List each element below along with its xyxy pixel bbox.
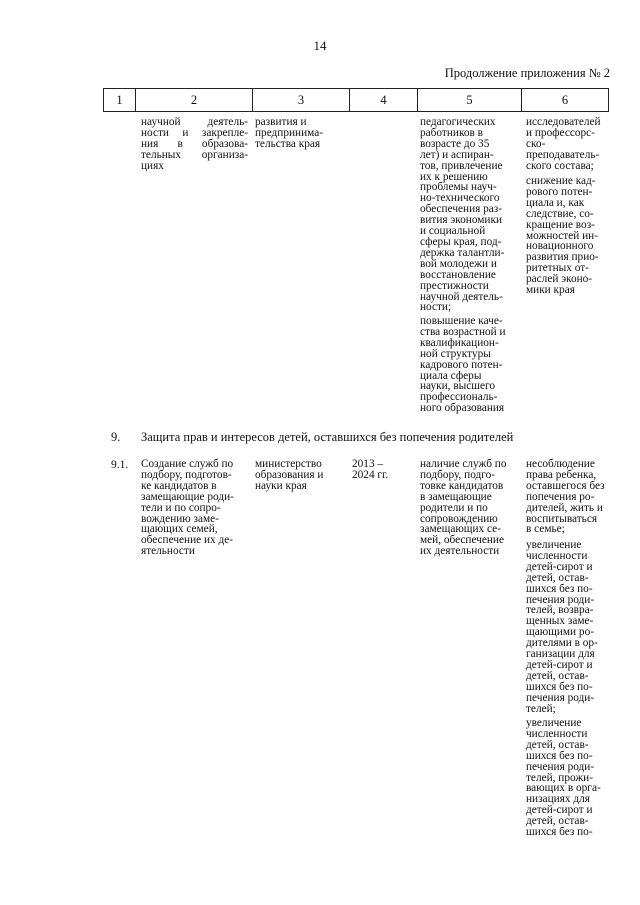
implementation-period: 2013 – 2024 гг. [352,458,389,481]
column-number-5: 5 [418,89,522,112]
continued-result-text: педагогических работников в возрасте до 35 лет) и аспиран- тов, привлечение их к решению проблемы науч- но-технического обеспечения раз- вития экономики и социальной сферы края, под- держка талантли- вой молодежи и восстановление престижности научной деятель- ности; [420,116,505,314]
non-implementation-consequence-3: увеличение численности детей, остав- шихся без по- печения роди- телей, прожи- вающих в орга- низациях для детей-сирот и детей, остав- шихся без по- [526,717,601,839]
continued-responsible-text: развития и предпринима- тельства края [255,116,323,150]
row-number: 9.1. [111,459,129,471]
continued-result-text-2: повышение каче- ства возрастной и квалификацион- ной структуры кадрового потен- циала сферы науки, высшего профессиональ- ного образования [420,315,506,415]
measure-name: Создание служб по подбору, подготов- ке кандидатов в замещающие роди- тели и по сопро- вождению заме- щающих семей, обеспечение их де- ятельности [141,458,234,558]
continued-measure-text: научной деятель- ности и закрепле- ния в образова- тельных организа- циях [141,116,248,172]
expected-result: наличие служб по подбору, подго- товке кандидатов в замещающие родители и по сопровождению замещающих се- мей, обеспечение их деятельности [420,458,507,558]
table-header-row [103,88,609,112]
column-number-2: 2 [136,89,253,112]
non-implementation-consequence: несоблюдение права ребенка, оставшегося без попечения ро- дителей, жить и воспитываться в семье; [526,458,605,536]
column-number-1: 1 [104,89,136,112]
page-number: 14 [313,38,327,53]
continued-consequence-text-2: снижение кад- рового потен- циала и, как следствие, со- кращение воз- можностей ин- новационного развития прио- ритетных от- раслей эконо- мики края [526,175,599,297]
section-title: Защита прав и интересов детей, оставшихся без попечения родителей [141,430,514,444]
continued-consequence-text: исследователей и профессорс- ско- преподаватель- ского состава; [526,116,601,172]
appendix-continuation-note: Продолжение приложения № 2 [444,66,610,80]
section-number: 9. [111,430,121,444]
column-number-3: 3 [253,89,350,112]
non-implementation-consequence-2: увеличение численности детей-сирот и детей, остав- шихся без по- печения роди- телей, возвра- щенных заме- щающими ро- дителями в ор- ганизации для детей-сирот и детей, остав- шихся без по- печения роди- телей; [526,539,598,715]
column-number-4: 4 [350,89,418,112]
column-number-6: 6 [522,89,609,112]
responsible-executor: министерство образования и науки края [255,458,324,492]
